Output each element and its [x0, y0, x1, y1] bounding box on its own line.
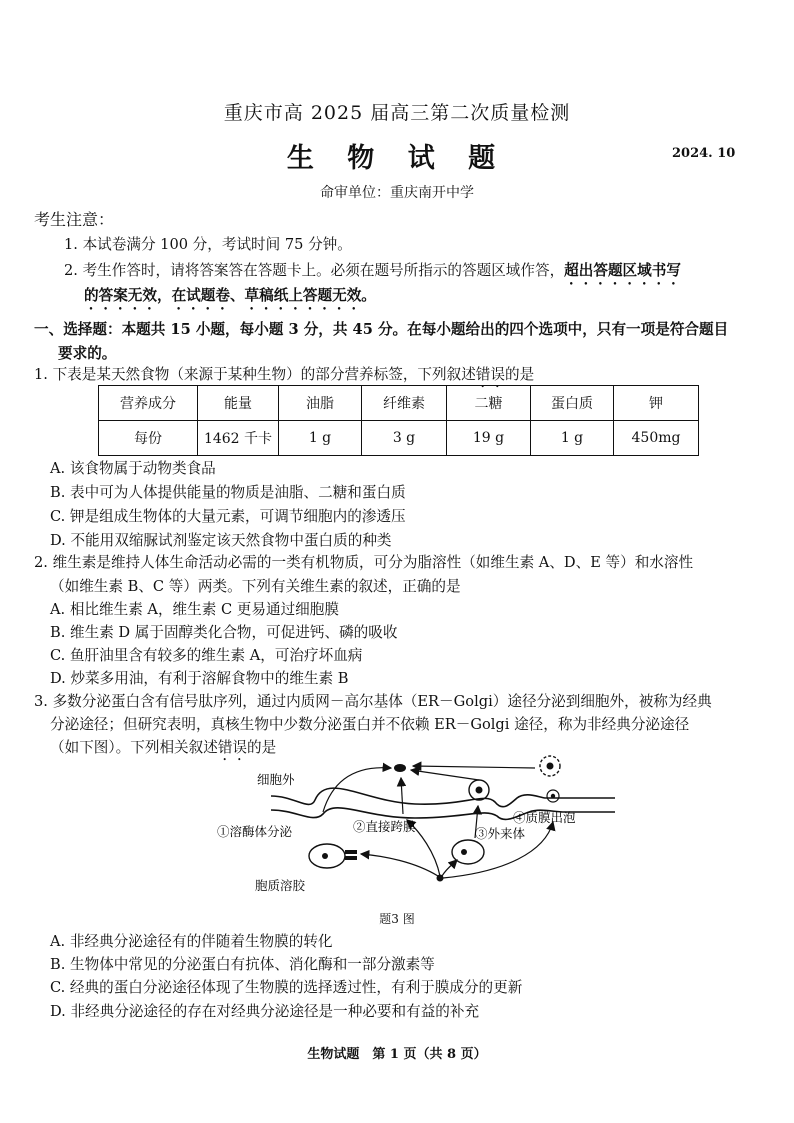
- table-header-cell: 蛋白质: [531, 386, 614, 421]
- q3-option-c: C. 经典的蛋白分泌途径体现了生物膜的选择透过性，有利于膜成分的更新: [50, 979, 523, 996]
- label-direct-transmembrane: ②直接跨膜: [353, 820, 416, 834]
- table-header-cell: 二糖: [447, 386, 531, 421]
- label-cytosol: 胞质溶胶: [255, 879, 306, 893]
- table-cell: 450mg: [614, 421, 699, 456]
- q3-option-b: B. 生物体中常见的分泌蛋白有抗体、消化酶和一部分激素等: [50, 956, 435, 973]
- q2-option-a: A. 相比维生素 A，维生素 C 更易通过细胞膜: [50, 601, 339, 618]
- page-footer: 生物试题 第 1 页（共 8 页）: [307, 1047, 487, 1062]
- q2-option-d: D. 炒菜多用油，有利于溶解食物中的维生素 B: [50, 670, 349, 687]
- secretion-pathway-diagram: [217, 752, 615, 904]
- q1-option-b: B. 表中可为人体提供能量的物质是油脂、二糖和蛋白质: [50, 484, 406, 501]
- label-outside: 细胞外: [257, 773, 295, 787]
- table-cell: 1462 千卡: [198, 421, 279, 456]
- q2-stem-line1: 2. 维生素是维持人体生命活动必需的一类有机物质，可分为脂溶性（如维生素 A、D、E 等）和水溶性: [34, 554, 694, 571]
- pathway-arrow-3: [411, 770, 479, 780]
- pathway-arrow-7: [442, 860, 457, 876]
- q1-stem-b: 的是: [505, 366, 535, 383]
- notice-heading: 考生注意：: [34, 210, 115, 229]
- pathway-arrow-2: [401, 778, 403, 814]
- secreted-protein: [394, 764, 406, 772]
- table-row: [99, 421, 699, 456]
- label-membrane-blebbing: ④质膜出泡: [513, 811, 576, 825]
- pathway-arrow-4: [413, 766, 535, 768]
- q2-option-b: B. 维生素 D 属于固醇类化合物，可促进钙、磷的吸收: [50, 624, 398, 641]
- q2-option-c: C. 鱼肝油里含有较多的维生素 A，可治疗坏血病: [50, 647, 363, 664]
- label-exosome: ③外来体: [475, 827, 526, 841]
- pathway-arrow-5: [361, 854, 438, 876]
- q1-option-c: C. 钾是组成生物体的大量元素，可调节细胞内的渗透压: [50, 508, 406, 525]
- pathway-arrow-1: [323, 768, 391, 812]
- q3-stem-3b: 的是: [247, 739, 277, 756]
- table-header-cell: 纤维素: [362, 386, 447, 421]
- table-header-row: [99, 386, 699, 421]
- q3-stem-3a: （如下图）。下列相关叙述: [50, 739, 218, 756]
- label-lysosome-secretion: ①溶酶体分泌: [217, 825, 293, 839]
- setter-unit: 命审单位：重庆南开中学: [320, 185, 474, 201]
- notice-item-2-emphasis: 超出答题区域书写: [564, 262, 681, 279]
- notice-item-2-cont: 的答案无效，在试题卷、草稿纸上答题无效。: [84, 287, 376, 304]
- q1-stem-a: 1. 下表是某天然食物（来源于某种生物）的部分营养标签，下列叙述: [34, 366, 476, 383]
- subject-title: 生 物 试 题: [286, 143, 508, 174]
- q3-stem-emph: 错误: [217, 739, 248, 756]
- table-cell: 3 g: [362, 421, 447, 456]
- table-cell: 1 g: [279, 421, 362, 456]
- q3-stem-line2: 分泌途径；但研究表明，真核生物中少数分泌蛋白并不依赖 ER－Golgi 途径，称为非经典分泌途径: [50, 716, 690, 733]
- q1-option-a: A. 该食物属于动物类食品: [50, 460, 216, 477]
- figure-caption: 题3 图: [379, 912, 415, 926]
- nutrition-table: [98, 385, 699, 456]
- table-header-cell: 油脂: [279, 386, 362, 421]
- section-heading: 一、选择题：本题共 15 小题，每小题 3 分，共 45 分。在每小题给出的四个选项中，只有一项是符合题目: [34, 321, 729, 338]
- section-heading-cont: 要求的。: [58, 345, 117, 362]
- exam-date: 2024. 10: [672, 146, 736, 161]
- exam-title: 重庆市高 2025 届高三第二次质量检测: [223, 102, 571, 124]
- q1-option-d: D. 不能用双缩脲试剂鉴定该天然食物中蛋白质的种类: [50, 532, 392, 549]
- notice-item-2-text: 2. 考生作答时，请将答案答在答题卡上。必须在题号所指示的答题区域作答，: [64, 262, 565, 279]
- table-cell: 1 g: [531, 421, 614, 456]
- q1-stem-emph: 错误: [475, 366, 505, 383]
- table-header-cell: 钾: [614, 386, 699, 421]
- q3-stem-line1: 3. 多数分泌蛋白含有信号肽序列，通过内质网－高尔基体（ER－Golgi）途径分泌到细胞外，被称为经典: [34, 693, 712, 710]
- table-header-cell: 能量: [198, 386, 279, 421]
- q3-option-d: D. 非经典分泌途径的存在对经典分泌途径是一种必要和有益的补充: [50, 1003, 480, 1020]
- table-cell: 19 g: [447, 421, 531, 456]
- notice-item-1: 1. 本试卷满分 100 分，考试时间 75 分钟。: [64, 236, 352, 253]
- table-cell: 每份: [99, 421, 198, 456]
- table-header-cell: 营养成分: [99, 386, 198, 421]
- cell-membrane: [271, 788, 615, 807]
- q2-stem-line2: （如维生素 B、C 等）两类。下列有关维生素的叙述，正确的是: [50, 578, 461, 595]
- q3-option-a: A. 非经典分泌途径有的伴随着生物膜的转化: [50, 933, 333, 950]
